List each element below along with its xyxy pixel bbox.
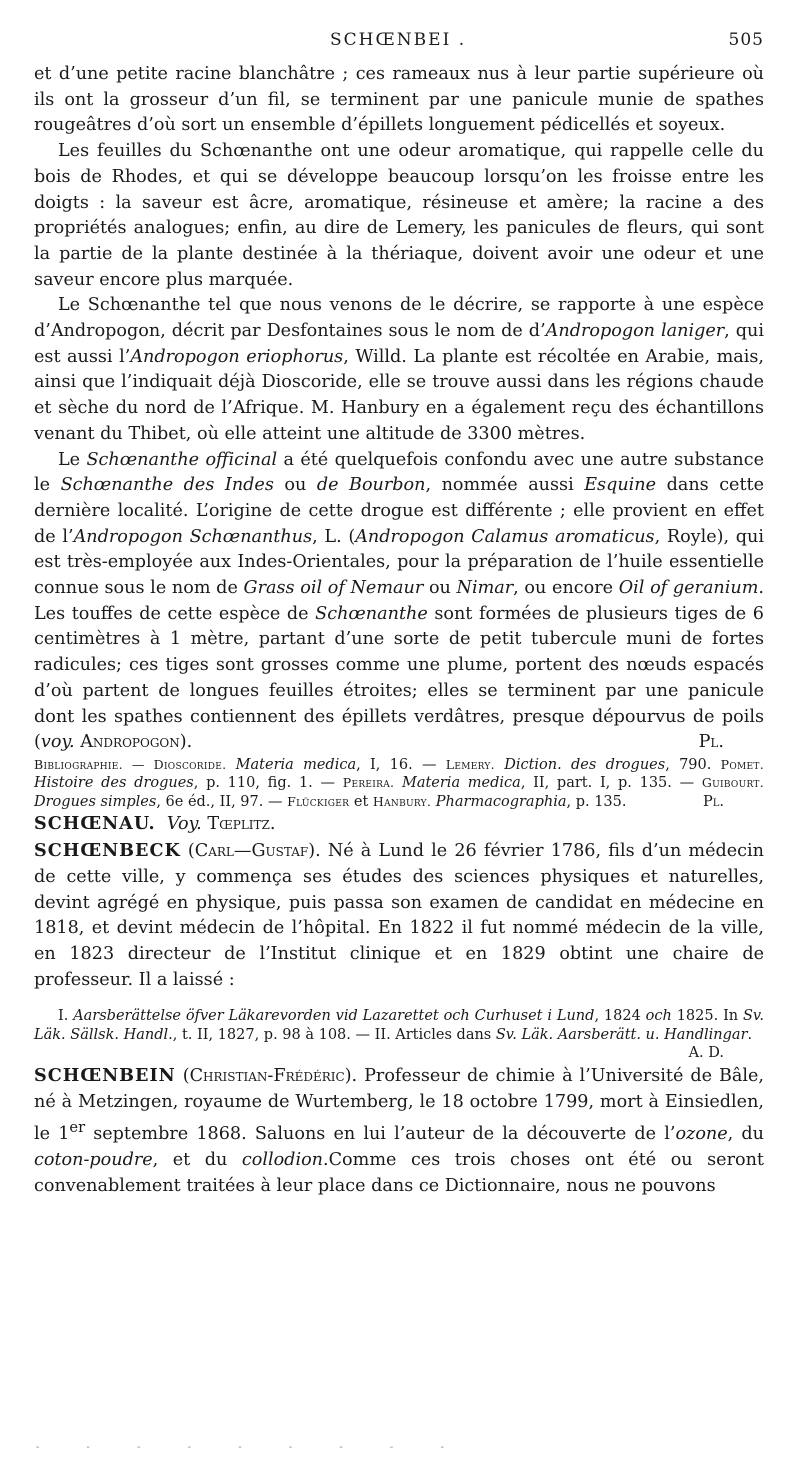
text-run: Le Schœnanthe tel que nous venons de le décrire, se rapporte à une espèce d’Andropogon, décrit par Desfontaines sous le nom de d’	[34, 295, 764, 342]
running-title: SCHŒNBEI .	[330, 30, 467, 50]
italic-term: Sv. Läk. Aarsberätt. u. Handlingar	[495, 1026, 748, 1043]
entry-text: , et du	[152, 1149, 242, 1170]
biblio-detail: , p. 110, fig. 1. —	[193, 775, 343, 792]
italic-term: Andropogon Schœnanthus	[73, 526, 313, 547]
biblio-title: Materia medica	[394, 775, 521, 792]
biblio-author: Flückiger	[287, 793, 350, 809]
biblio-author: Lemery.	[445, 756, 495, 772]
text-run: a été quelquefois confondu avec une autre substance le	[34, 449, 764, 496]
entry-person-name: (Christian-Frédéric).	[175, 1065, 358, 1086]
italic-term: Grass oil of Nemaur	[243, 578, 424, 599]
biblio-title: Pharmacographia	[431, 793, 567, 810]
entry-person-name: (Carl—Gustaf).	[180, 841, 321, 862]
entry-schoenbeck	[34, 838, 764, 993]
italic-term: Aarsberättelse öfver Läkarevorden vid Lazarettet och Curhuset i Lund	[73, 1008, 595, 1025]
entry-references	[34, 1007, 764, 1063]
text-run: I.	[58, 1008, 74, 1025]
text-run: 1825. In	[671, 1008, 743, 1025]
entry-headword: SCHŒNBEIN	[34, 1064, 176, 1086]
text-run: , L. (	[312, 526, 356, 547]
entry-text: , du	[727, 1124, 765, 1145]
paragraph-officinal	[34, 448, 764, 756]
author-signature: A. D.	[688, 1045, 724, 1062]
italic-term: Schœnanthe	[315, 603, 428, 624]
paragraph-continued: et d’une petite racine blanchâtre ; ces rameaux nus à leur partie supérieure où ils ont la grosseur d’un fil, se terminent par une panicule munie de spathes rougeâtres d’où sort un ensemble d’épillets longuement pédicellés et soyeux.	[34, 64, 764, 136]
biblio-detail: , 790.	[665, 756, 721, 773]
bibliography-label: Bibliographie.	[34, 756, 123, 772]
text-run: . Les touffes de cette espèce de	[34, 578, 764, 624]
text-run: , ou encore	[513, 578, 619, 599]
biblio-title: Drogues simples	[34, 793, 157, 810]
text-run: Andropogon).	[74, 732, 193, 753]
biblio-author: — Dioscoride.	[122, 756, 227, 772]
biblio-detail: , p. 135.	[566, 793, 627, 810]
italic-term: ozone	[675, 1124, 728, 1145]
biblio-detail: et	[349, 793, 373, 810]
italic-term: Schœnanthe officinal	[86, 449, 278, 470]
italic-term: Andropogon laniger	[545, 321, 725, 342]
entry-schoenau	[34, 811, 764, 838]
italic-term: Schœnanthe des Indes	[60, 475, 274, 496]
italic-term: Oil of geranium	[618, 578, 759, 599]
entry-schoenbein	[34, 1063, 764, 1199]
biblio-detail: , 6e éd., II, 97. —	[156, 793, 288, 810]
see-also-label: Voy.	[166, 814, 202, 835]
text-run: .	[747, 1026, 753, 1043]
paragraph-espece	[34, 293, 764, 447]
biblio-detail: , II, part. I, p. 135. —	[520, 775, 702, 792]
biblio-title: Diction. des drogues	[494, 756, 666, 773]
italic-term: Andropogon eriophorus	[130, 346, 344, 367]
biblio-author: Pomet.	[720, 756, 765, 772]
paragraph-odeur: Les feuilles du Schœnanthe ont une odeur aromatique, qui rappelle celle du bois de Rhodes, et qui se développe beaucoup lorsqu’on les froisse entre les doigts : la saveur est âcre, aromatique, résineuse et amère; la racine a des propriétés analogues; enfin, au dire de Lemery, les panicules de fleurs, qui sont la partie de la plante destinée à la thériaque, doivent avoir une odeur et une saveur encore plus marquée.	[34, 141, 764, 290]
text-run: ou	[423, 578, 457, 599]
italic-term: de Bourbon	[316, 475, 426, 496]
author-signature: Pl.	[698, 732, 724, 753]
text-run: , Willd. La plante est récoltée en Arabie, mais, ainsi que l’indiquait déjà Dioscoride, elle se trouve aussi dans les régions chaude et sèche du nord de l’Afrique. M. Hanbury en a également reçu des échantillons venant du Thibet, où elle atteint une altitude de 3300 mètres.	[34, 346, 765, 444]
italic-term: Sv. Läk. Sällsk. Handl.	[34, 1008, 764, 1043]
italic-term: och	[645, 1008, 672, 1025]
biblio-author: Pereira.	[342, 775, 395, 791]
cross-reference: Tœplitz.	[207, 814, 276, 835]
italic-term: voy.	[40, 732, 75, 753]
italic-term: coton-poudre	[34, 1149, 153, 1170]
biblio-title: Histoire des drogues	[34, 775, 194, 792]
text-run: , 1824	[594, 1008, 646, 1025]
text-run: , t. II, 1827, p. 98 à 108. — II. Articles dans	[172, 1026, 496, 1043]
italic-term: Andropogon Calamus aromaticus	[355, 526, 655, 547]
biblio-author: Hanbury.	[372, 793, 432, 809]
text-run: , qui est aussi l’	[34, 321, 764, 367]
entry-headword: SCHŒNBECK	[34, 840, 181, 862]
running-head	[0, 30, 800, 58]
text-run: , Royle), qui est très-employée aux Indes-Orientales, pour la préparation de l’huile essentielle connue sous le nom de	[34, 526, 764, 599]
italic-term: collodion	[241, 1149, 323, 1170]
italic-term: Esquine	[584, 475, 657, 496]
entry-text: Professeur de chimie à l’Université de Bâle, né à Metzingen, royaume de Wurtemberg, le 18 octobre 1799, mort à Einsiedlen, le 1	[34, 1065, 764, 1145]
entry-text: septembre 1868. Saluons en lui l’auteur de la découverte de l’	[85, 1124, 676, 1145]
biblio-author: Guibourt.	[701, 775, 764, 791]
entry-text: Né à Lund le 26 février 1786, fils d’un médecin de cette ville, y commença ses études des sciences physiques et naturelles, devint agrégé en physique, puis passa son examen de candidat en médecine en 1818, et devint médecin de l’hôpital. En 1822 il fut nommé médecin de la ville, en 1823 directeur de l’Institut clinique et en 1829 obtint une chaire de professeur. Il a laissé :	[34, 841, 764, 990]
text-run: sont formées de plusieurs tiges de 6 centimètres à 1 mètre, partant d’une sorte de petit tubercule muni de fortes radicules; ces tiges sont grosses comme une plume, portent des nœuds espacés d’où partent de longues feuilles étroites; elles se terminent par une panicule dont les spathes contiennent des épillets verdâtres, presque dépourvus de poils (	[34, 603, 764, 753]
biblio-detail: , I, 16. —	[356, 756, 446, 773]
reference-text	[34, 1007, 764, 1062]
page-footer-marks: - - - - - - - - -	[36, 1442, 466, 1453]
superscript: er	[69, 1119, 86, 1137]
italic-term: Nimar	[456, 578, 514, 599]
author-signature: Pl.	[702, 793, 724, 810]
text-run: dans cette dernière localité. L’origine de cette drogue est différente ; elle provient en effet de l’	[34, 475, 765, 547]
page-number: 505	[728, 30, 764, 50]
biblio-title: Materia medica	[226, 756, 357, 773]
text-run: , nommée aussi	[425, 475, 585, 496]
text-run: Le	[58, 449, 87, 470]
entry-text: .Comme ces trois choses ont été ou seront convenablement traitées à leur place dans ce Dictionnaire, nous ne pouvons	[34, 1149, 764, 1196]
text-run: ou	[273, 475, 317, 496]
bibliography	[34, 756, 764, 812]
entry-headword: SCHŒNAU.	[34, 813, 156, 835]
page-body	[34, 62, 764, 1199]
